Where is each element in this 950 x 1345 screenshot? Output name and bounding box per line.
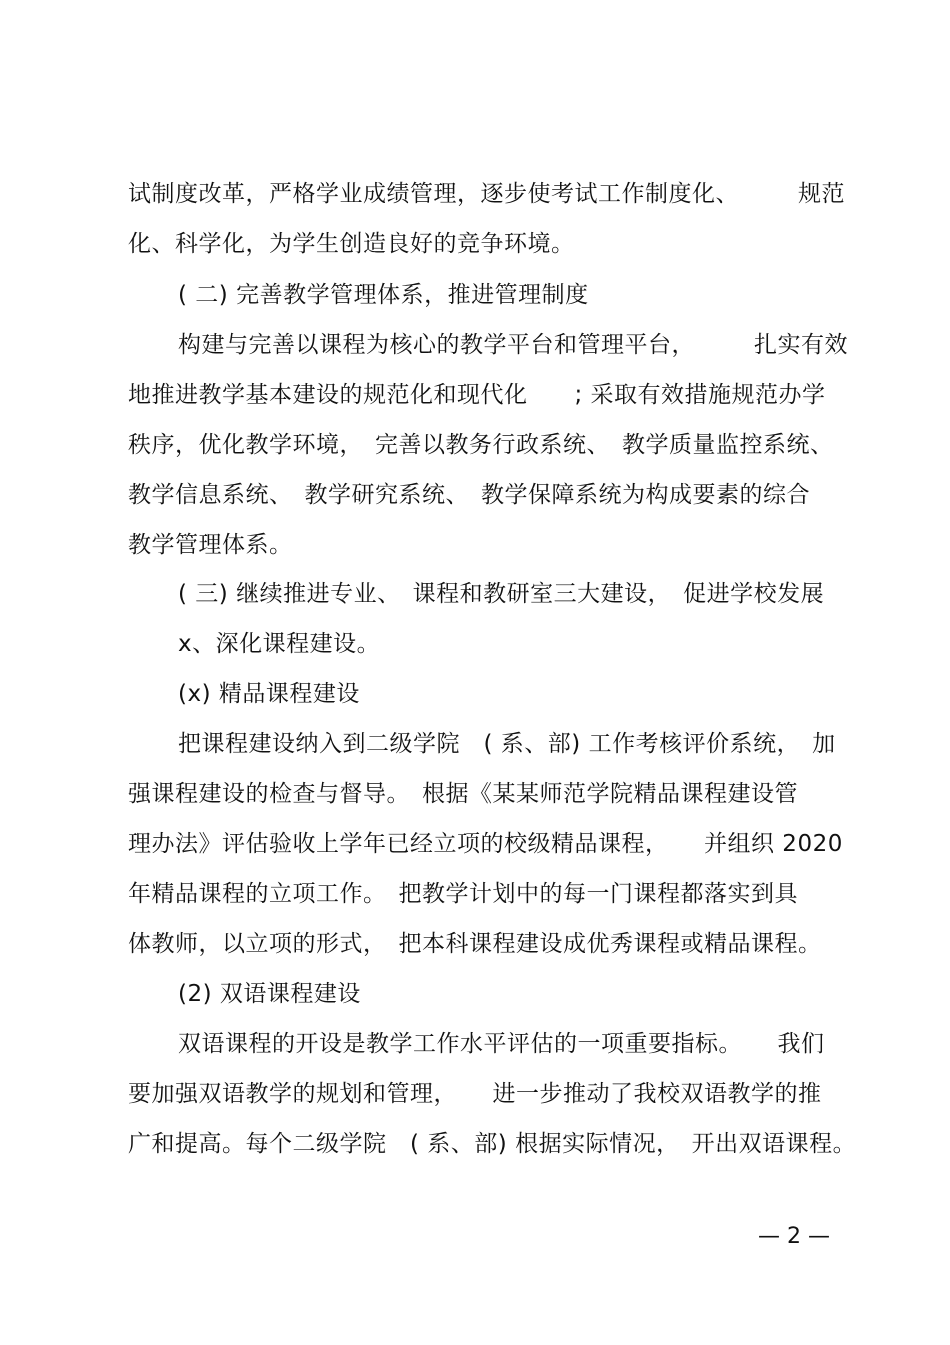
text-line: 体教师，以立项的形式， 把本科课程建设成优秀课程或精品课程。 bbox=[128, 931, 822, 957]
text-line: 年精品课程的立项工作。 把教学计划中的每一门课程都落实到具 bbox=[128, 881, 798, 907]
text-line: 教学信息系统、 教学研究系统、 教学保障系统为构成要素的综合 bbox=[128, 482, 810, 508]
subsection-heading: (2) 双语课程建设 bbox=[178, 981, 361, 1007]
subsection-heading: (x) 精品课程建设 bbox=[178, 681, 360, 707]
text-line: 要加强双语教学的规划和管理， 进一步推动了我校双语教学的推 bbox=[128, 1081, 822, 1107]
subsection-heading: x、深化课程建设。 bbox=[178, 631, 381, 657]
text-line: 广和提高。每个二级学院 ( 系、部) 根据实际情况， 开出双语课程。 bbox=[128, 1131, 857, 1157]
text-line: 双语课程的开设是教学工作水平评估的一项重要指标。 我们 bbox=[178, 1031, 825, 1057]
text-line: 理办法》评估验收上学年已经立项的校级精品课程， 并组织 2020 bbox=[128, 831, 843, 857]
text-line: 教学管理体系。 bbox=[128, 532, 293, 558]
text-line: 试制度改革，严格学业成绩管理，逐步使考试工作制度化、 规范 bbox=[128, 181, 845, 207]
text-line: 地推进教学基本建设的规范化和现代化 ; 采取有效措施规范办学 bbox=[128, 382, 826, 408]
text-line: 把课程建设纳入到二级学院 ( 系、部) 工作考核评价系统， 加 bbox=[178, 731, 836, 757]
text-line: 化、科学化，为学生创造良好的竞争环境。 bbox=[128, 231, 575, 257]
page-number: — 2 — bbox=[758, 1224, 830, 1249]
section-heading: ( 二) 完善教学管理体系，推进管理制度 bbox=[178, 282, 589, 308]
text-line: 秩序，优化教学环境， 完善以教务行政系统、 教学质量监控系统、 bbox=[128, 432, 834, 458]
section-heading: ( 三) 继续推进专业、 课程和教研室三大建设， 促进学校发展 bbox=[178, 581, 825, 607]
text-line: 构建与完善以课程为核心的教学平台和管理平台， 扎实有效 bbox=[178, 332, 848, 358]
text-line: 强课程建设的检查与督导。 根据《某某师范学院精品课程建设管 bbox=[128, 781, 798, 807]
